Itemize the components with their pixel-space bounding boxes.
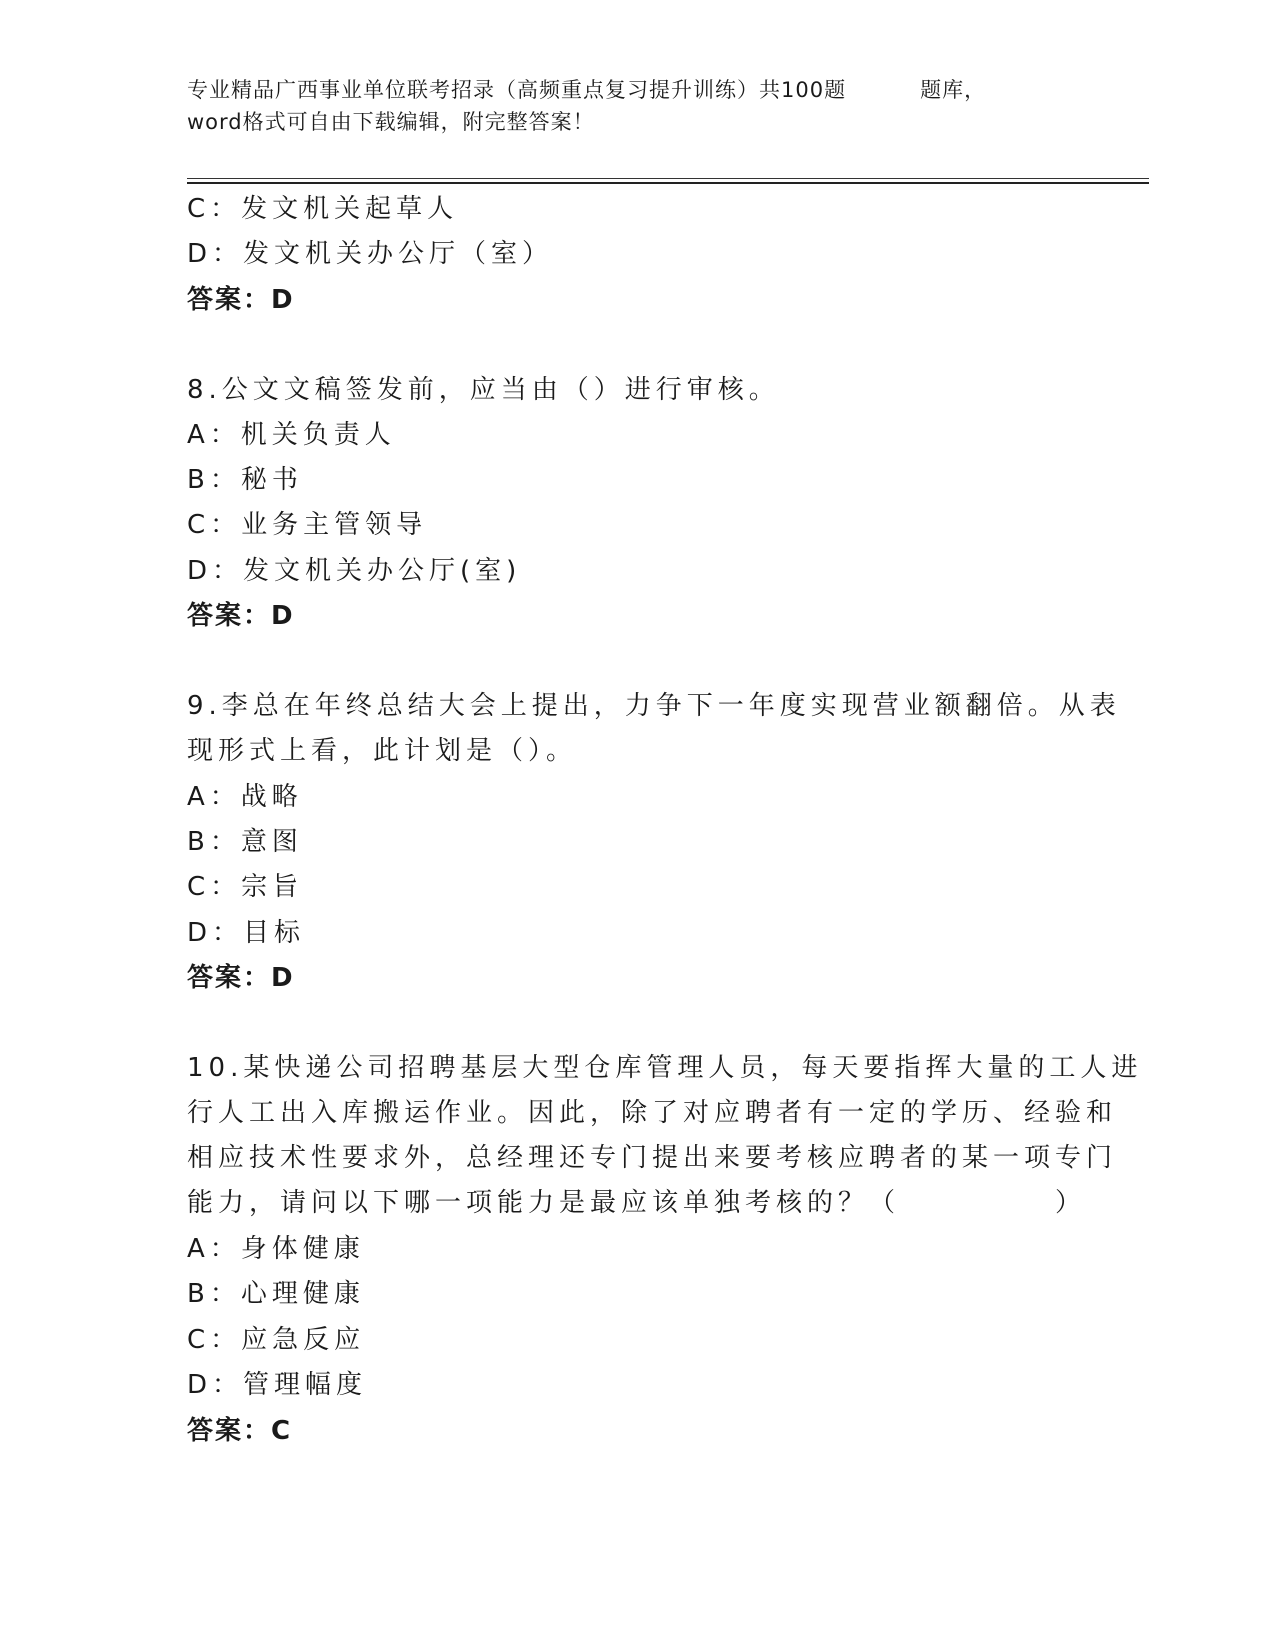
q8-option-a: A：机关负责人 bbox=[187, 420, 396, 450]
header-divider-thin bbox=[187, 178, 1149, 179]
header-title-tail: 题库， bbox=[920, 78, 987, 102]
q9-stem-line-1: 9.李总在年终总结大会上提出，力争下一年度实现营业额翻倍。从表 bbox=[187, 691, 1121, 721]
q10-answer: 答案：C bbox=[187, 1416, 293, 1446]
q10-option-d: D：管理幅度 bbox=[187, 1370, 368, 1400]
q9-option-a: A：战略 bbox=[187, 782, 303, 812]
q7-answer: 答案：D bbox=[187, 285, 295, 315]
q10-stem-line-3: 相应技术性要求外，总经理还专门提出来要考核应聘者的某一项专门 bbox=[187, 1143, 1118, 1173]
q8-stem: 8.公文文稿签发前，应当由（）进行审核。 bbox=[187, 375, 780, 405]
q8-answer: 答案：D bbox=[187, 601, 295, 631]
q10-stem-line-1: 10.某快递公司招聘基层大型仓库管理人员，每天要指挥大量的工人进 bbox=[187, 1053, 1143, 1083]
q7-option-c: C：发文机关起草人 bbox=[187, 194, 459, 224]
header-title: 专业精品广西事业单位联考招录（高频重点复习提升训练）共100题 bbox=[187, 78, 847, 102]
q9-stem-line-2: 现形式上看，此计划是（）。 bbox=[187, 736, 578, 766]
q9-answer: 答案：D bbox=[187, 963, 295, 993]
q10-option-a: A：身体健康 bbox=[187, 1234, 365, 1264]
q8-option-d: D：发文机关办公厅(室) bbox=[187, 556, 522, 586]
q9-option-d: D：目标 bbox=[187, 918, 306, 948]
q10-stem-line-2: 行人工出入库搬运作业。因此，除了对应聘者有一定的学历、经验和 bbox=[187, 1098, 1118, 1128]
q7-option-d: D：发文机关办公厅（室） bbox=[187, 239, 554, 269]
q9-option-c: C：宗旨 bbox=[187, 872, 304, 902]
header-divider-thick bbox=[187, 182, 1149, 184]
q10-stem-line-4: 能力，请问以下哪一项能力是最应该单独考核的？（ ） bbox=[187, 1188, 1087, 1218]
q10-option-c: C：应急反应 bbox=[187, 1325, 366, 1355]
q8-option-b: B：秘书 bbox=[187, 465, 303, 495]
q10-option-b: B：心理健康 bbox=[187, 1279, 365, 1309]
q9-option-b: B：意图 bbox=[187, 827, 303, 857]
header-line-1 bbox=[187, 74, 1087, 106]
q8-option-c: C：业务主管领导 bbox=[187, 510, 428, 540]
header-line-2: word格式可自由下载编辑，附完整答案！ bbox=[187, 110, 595, 134]
page-header bbox=[187, 74, 1087, 138]
